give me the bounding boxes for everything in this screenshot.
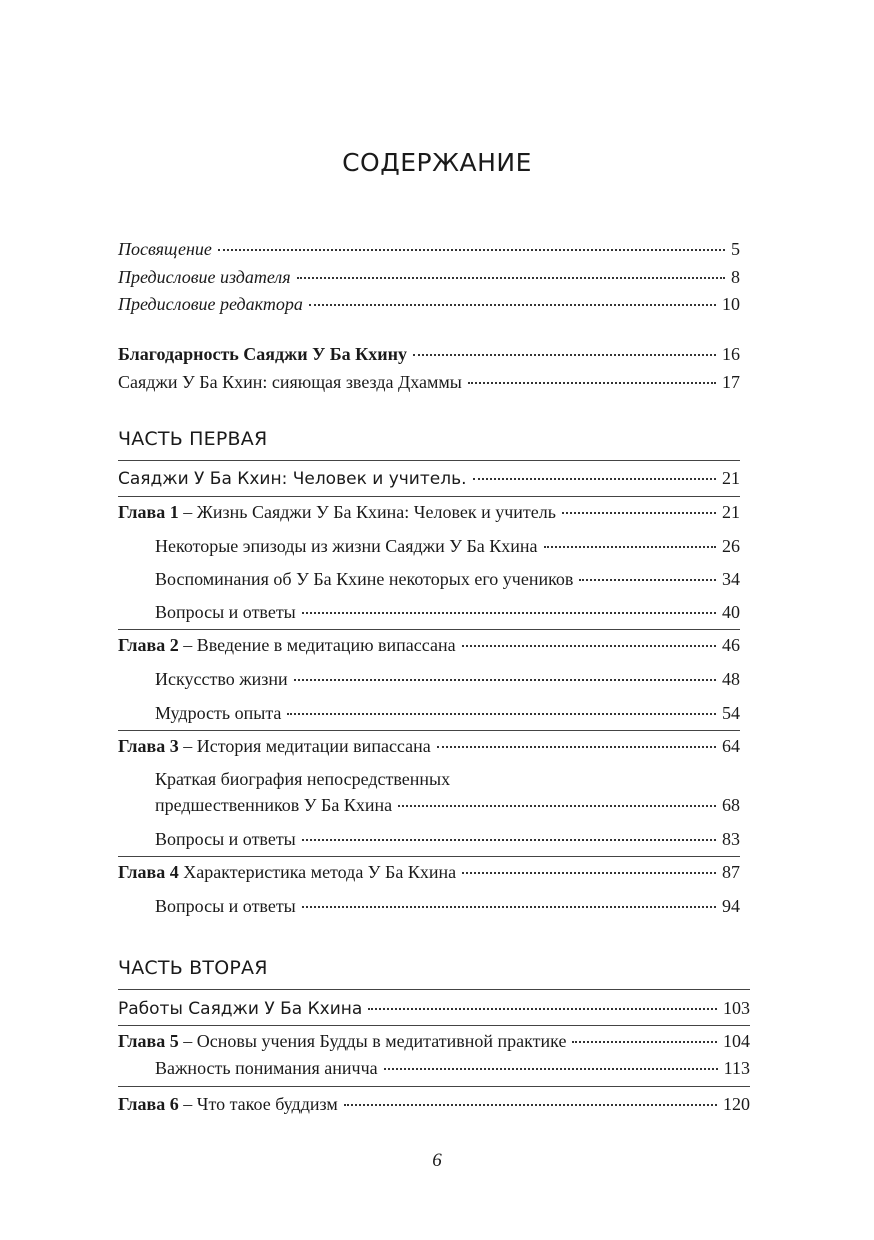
entry-title [118, 1029, 566, 1053]
chapter-title: Характеристика метода У Ба Кхина [178, 862, 457, 882]
chapter-label: Глава 5 [118, 1031, 179, 1051]
dot-leader [562, 512, 716, 514]
entry-page: 8 [731, 267, 740, 287]
divider [118, 730, 740, 731]
chapter-label: Глава 3 [118, 736, 179, 756]
dot-leader [302, 839, 716, 841]
dot-leader [579, 579, 716, 581]
entry-title [118, 860, 456, 884]
entry-page: 21 [722, 468, 740, 488]
divider [118, 1086, 750, 1087]
entry-title [118, 500, 556, 524]
entry-title: Саяджи У Ба Кхин: Человек и учитель. [118, 469, 467, 489]
entry-page: 104 [723, 1031, 750, 1051]
dot-leader [384, 1068, 718, 1070]
toc-section-works[interactable] [118, 996, 750, 1021]
entry-page: 87 [722, 862, 740, 882]
dot-leader [294, 679, 716, 681]
part-one-heading: ЧАСТЬ ПЕРВАЯ [118, 428, 268, 450]
entry-page: 34 [722, 569, 740, 589]
entry-title: Предисловие издателя [118, 267, 291, 287]
entry-page: 83 [722, 829, 740, 849]
toc-sub-qa-1[interactable] [155, 600, 740, 624]
entry-page: 17 [722, 372, 740, 392]
entry-title: Воспоминания об У Ба Кхине некоторых его учеников [155, 569, 574, 589]
part-two-rule [118, 989, 750, 990]
toc-entry-publisher-preface[interactable] [118, 265, 740, 289]
dot-leader [287, 713, 716, 715]
toc-chapter-3[interactable] [118, 734, 740, 758]
chapter-label: Глава 6 [118, 1094, 179, 1114]
entry-page: 46 [722, 635, 740, 655]
dot-leader [398, 805, 716, 807]
toc-entry-editor-preface[interactable] [118, 292, 740, 316]
dot-leader [437, 746, 716, 748]
toc-chapter-4[interactable] [118, 860, 740, 884]
entry-title: Посвящение [118, 239, 212, 259]
entry-title: Работы Саяджи У Ба Кхина [118, 999, 363, 1019]
toc-sub-biography[interactable] [155, 793, 740, 817]
toc-sub-anicca[interactable] [155, 1056, 750, 1080]
toc-entry-shining-star[interactable] [118, 370, 740, 394]
chapter-title: – Основы учения Будды в медитативной практике [178, 1031, 567, 1051]
entry-page: 54 [722, 703, 740, 723]
toc-sub-wisdom[interactable] [155, 701, 740, 725]
entry-title: Благодарность Саяджи У Ба Кхину [118, 344, 407, 364]
divider [118, 1025, 750, 1026]
entry-title: Вопросы и ответы [155, 829, 296, 849]
divider [118, 496, 740, 497]
entry-title [118, 734, 431, 758]
chapter-label: Глава 2 [118, 635, 179, 655]
dot-leader [462, 872, 716, 874]
dot-leader [473, 478, 717, 480]
dot-leader [309, 304, 716, 306]
page-title: СОДЕРЖАНИЕ [342, 148, 532, 177]
toc-entry-dedication[interactable] [118, 237, 740, 261]
toc-sub-episodes[interactable] [155, 534, 740, 558]
page-number: 6 [432, 1150, 442, 1171]
toc-section-person-teacher[interactable] [118, 466, 740, 491]
entry-page: 48 [722, 669, 740, 689]
toc-chapter-2[interactable] [118, 633, 740, 657]
entry-title [118, 1092, 338, 1116]
divider [118, 629, 740, 630]
entry-page: 16 [722, 344, 740, 364]
dot-leader [368, 1008, 717, 1010]
dot-leader [297, 277, 725, 279]
toc-chapter-5[interactable] [118, 1029, 750, 1053]
chapter-label: Глава 1 [118, 502, 179, 522]
entry-page: 26 [722, 536, 740, 556]
entry-title: предшественников У Ба Кхина [155, 795, 393, 815]
toc-sub-qa-3[interactable] [155, 827, 740, 851]
dot-leader [218, 249, 725, 251]
entry-page: 94 [722, 896, 740, 916]
entry-page: 103 [723, 998, 750, 1018]
entry-page: 64 [722, 736, 740, 756]
entry-page: 10 [722, 294, 740, 314]
entry-title: Вопросы и ответы [155, 602, 296, 622]
toc-chapter-1[interactable] [118, 500, 740, 524]
entry-page: 21 [722, 502, 740, 522]
part-one-rule [118, 460, 740, 461]
toc-sub-art-of-living[interactable] [155, 667, 740, 691]
dot-leader [302, 906, 716, 908]
entry-title: Искусство жизни [155, 669, 288, 689]
toc-sub-biography-line1[interactable]: Краткая биография непосредственных [155, 769, 451, 789]
entry-title: Важность понимания аничча [155, 1058, 378, 1078]
chapter-title: – Что такое буддизм [178, 1094, 338, 1114]
entry-title [118, 633, 456, 657]
chapter-label: Глава 4 [118, 862, 179, 882]
chapter-title: – Введение в медитацию випассана [178, 635, 456, 655]
entry-title: Некоторые эпизоды из жизни Саяджи У Ба Кхина [155, 536, 538, 556]
toc-entry-gratitude[interactable] [118, 342, 740, 366]
chapter-title: – История медитации випассана [178, 736, 431, 756]
dot-leader [572, 1041, 717, 1043]
entry-page: 68 [722, 795, 740, 815]
toc-sub-memories[interactable] [155, 567, 740, 591]
dot-leader [344, 1104, 717, 1106]
entry-title: Вопросы и ответы [155, 896, 296, 916]
entry-page: 120 [723, 1094, 750, 1114]
divider [118, 856, 740, 857]
entry-page: 40 [722, 602, 740, 622]
dot-leader [302, 612, 716, 614]
dot-leader [468, 382, 716, 384]
dot-leader [544, 546, 716, 548]
dot-leader [413, 354, 716, 356]
chapter-title: – Жизнь Саяджи У Ба Кхина: Человек и учитель [178, 502, 556, 522]
entry-title: Саяджи У Ба Кхин: сияющая звезда Дхаммы [118, 372, 462, 392]
dot-leader [462, 645, 716, 647]
toc-sub-qa-4[interactable] [155, 894, 740, 918]
toc-chapter-6[interactable] [118, 1092, 750, 1116]
part-two-heading: ЧАСТЬ ВТОРАЯ [118, 957, 268, 979]
entry-title: Предисловие редактора [118, 294, 303, 314]
entry-title: Мудрость опыта [155, 703, 282, 723]
entry-page: 5 [731, 239, 740, 259]
entry-page: 113 [723, 1058, 750, 1078]
